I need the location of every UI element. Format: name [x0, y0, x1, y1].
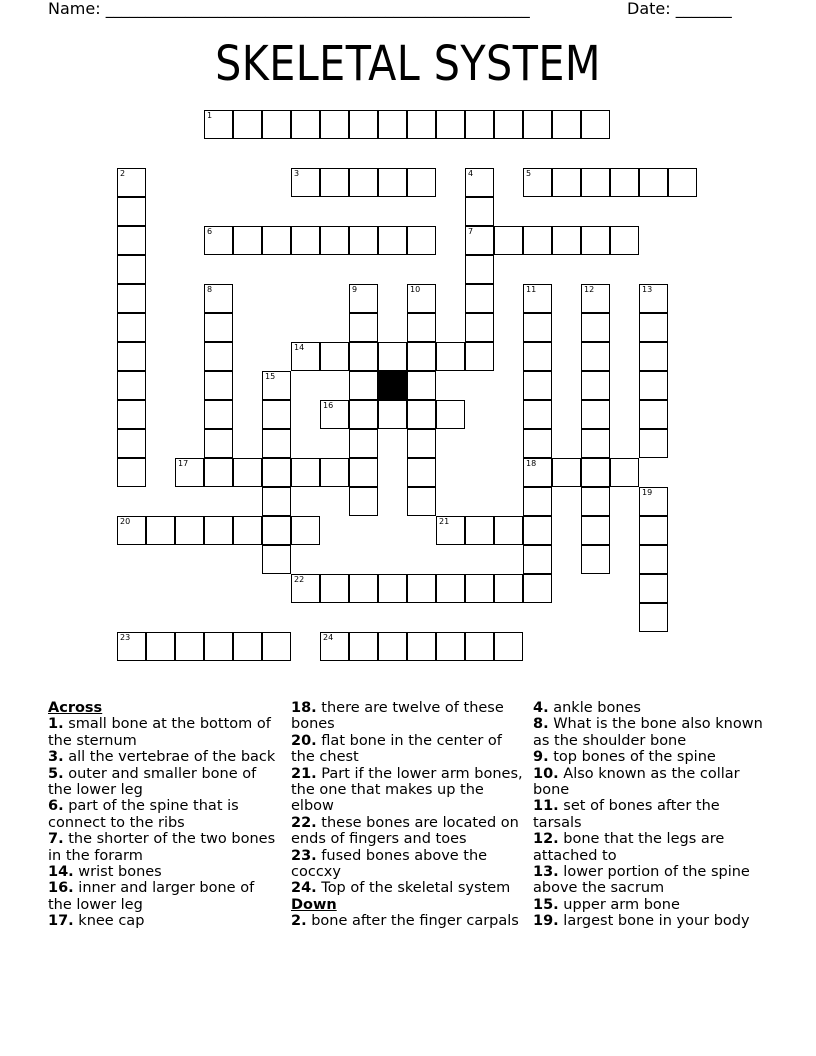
grid-cell[interactable]: [552, 110, 581, 139]
clue-section-heading: Across: [48, 700, 103, 716]
grid-cell[interactable]: [407, 313, 436, 342]
clue-text: the shorter of the two bones in the forarm: [48, 831, 276, 864]
grid-cell[interactable]: [639, 342, 668, 371]
cell-number: 5: [526, 169, 532, 178]
grid-cell[interactable]: [581, 342, 610, 371]
clue-text: there are twelve of these bones: [291, 700, 504, 733]
cell-number: 6: [207, 227, 213, 236]
grid-cell[interactable]: [262, 487, 291, 516]
grid-cell[interactable]: [639, 168, 668, 197]
clue-number: 6.: [48, 798, 64, 815]
cell-number: 13: [642, 285, 653, 294]
grid-cell[interactable]: [407, 226, 436, 255]
grid-cell-13[interactable]: [639, 284, 668, 313]
clue-item: [291, 700, 523, 733]
grid-cell[interactable]: [610, 226, 639, 255]
cell-number: 18: [526, 459, 537, 468]
grid-cell[interactable]: [117, 400, 146, 429]
clue-text: bone that the legs are attached to: [533, 831, 725, 864]
clue-number: 21.: [291, 765, 317, 782]
grid-cell[interactable]: [378, 400, 407, 429]
grid-cell[interactable]: [204, 313, 233, 342]
clue-number: 20.: [291, 732, 317, 749]
grid-cell[interactable]: [581, 110, 610, 139]
grid-cell[interactable]: [117, 284, 146, 313]
grid-cell[interactable]: [523, 487, 552, 516]
clue-number: 23.: [291, 847, 317, 864]
grid-cell[interactable]: [639, 574, 668, 603]
clue-item: [48, 749, 280, 765]
name-blank[interactable]: _____________________________________________________: [105, 0, 530, 18]
grid-cell[interactable]: [320, 574, 349, 603]
grid-cell-22[interactable]: [291, 574, 320, 603]
clue-text: ankle bones: [548, 700, 641, 716]
grid-cell[interactable]: [349, 168, 378, 197]
clue-item: [291, 913, 523, 929]
clue-text: bone after the finger carpals: [306, 913, 519, 930]
clue-number: 14.: [48, 864, 74, 881]
grid-cell[interactable]: [552, 168, 581, 197]
clue-number: 7.: [48, 831, 64, 848]
grid-cell[interactable]: [639, 371, 668, 400]
clue-number: 18.: [291, 700, 317, 716]
grid-cell-14[interactable]: [291, 342, 320, 371]
clue-text: fused bones above the coccxy: [291, 847, 488, 881]
grid-cell[interactable]: [349, 632, 378, 661]
grid-cell[interactable]: [523, 516, 552, 545]
grid-cell[interactable]: [146, 632, 175, 661]
cell-number: 23: [120, 633, 131, 642]
cell-number: 20: [120, 517, 131, 526]
cell-number: 7: [468, 227, 474, 236]
grid-cell-21[interactable]: [436, 516, 465, 545]
grid-cell[interactable]: [175, 632, 204, 661]
grid-cell[interactable]: [262, 458, 291, 487]
grid-cell[interactable]: [494, 574, 523, 603]
grid-cell[interactable]: [436, 400, 465, 429]
grid-cell[interactable]: [262, 110, 291, 139]
clue-text: inner and larger bone of the lower leg: [48, 880, 255, 913]
grid-cell[interactable]: [146, 516, 175, 545]
clue-item: [291, 848, 523, 881]
grid-cell-1[interactable]: [204, 110, 233, 139]
grid-cell-12[interactable]: [581, 284, 610, 313]
grid-cell[interactable]: [465, 197, 494, 226]
grid-cell[interactable]: [204, 342, 233, 371]
grid-cell[interactable]: [581, 313, 610, 342]
clue-text: set of bones after the tarsals: [533, 798, 720, 831]
clue-item: [533, 766, 765, 799]
cell-number: 22: [294, 575, 305, 584]
clue-number: 11.: [533, 798, 559, 815]
clue-number: 12.: [533, 831, 559, 848]
grid-cell[interactable]: [523, 545, 552, 574]
grid-cell[interactable]: [117, 226, 146, 255]
grid-cell[interactable]: [117, 342, 146, 371]
clue-item: [291, 815, 523, 848]
grid-cell[interactable]: [262, 545, 291, 574]
grid-cell[interactable]: [523, 342, 552, 371]
grid-cell[interactable]: [407, 632, 436, 661]
grid-cell[interactable]: [204, 371, 233, 400]
clue-item: [533, 700, 765, 716]
grid-cell[interactable]: [407, 429, 436, 458]
grid-cell[interactable]: [523, 400, 552, 429]
grid-cell-19[interactable]: [639, 487, 668, 516]
clue-item: [533, 913, 765, 929]
clue-text: Also known as the collar bone: [533, 765, 740, 799]
grid-cell[interactable]: [465, 255, 494, 284]
grid-cell[interactable]: [262, 429, 291, 458]
clue-text: outer and smaller bone of the lower leg: [48, 765, 257, 799]
grid-cell[interactable]: [407, 574, 436, 603]
grid-cell[interactable]: [581, 168, 610, 197]
grid-cell[interactable]: [407, 342, 436, 371]
grid-cell[interactable]: [349, 371, 378, 400]
clue-text: largest bone in your body: [558, 913, 750, 930]
clue-text: these bones are located on ends of fingers and toes: [291, 814, 519, 848]
cell-number: 4: [468, 169, 474, 178]
grid-cell-8[interactable]: [204, 284, 233, 313]
clue-number: 5.: [48, 765, 64, 782]
grid-cell[interactable]: [204, 400, 233, 429]
grid-cell[interactable]: [233, 110, 262, 139]
grid-cell[interactable]: [465, 516, 494, 545]
clue-item: [48, 913, 280, 929]
grid-cell-23[interactable]: [117, 632, 146, 661]
grid-cell[interactable]: [639, 429, 668, 458]
grid-cell[interactable]: [349, 400, 378, 429]
grid-cell[interactable]: [378, 110, 407, 139]
cell-number: 15: [265, 372, 276, 381]
cell-number: 24: [323, 633, 334, 642]
clue-item: [48, 880, 280, 913]
grid-cell[interactable]: [436, 632, 465, 661]
clue-number: 3.: [48, 749, 64, 766]
grid-cell[interactable]: [233, 632, 262, 661]
grid-cell[interactable]: [378, 168, 407, 197]
grid-cell[interactable]: [320, 168, 349, 197]
black-square: [378, 371, 407, 400]
grid-cell[interactable]: [494, 226, 523, 255]
grid-cell[interactable]: [581, 487, 610, 516]
clue-text: wrist bones: [73, 864, 162, 881]
cell-number: 14: [294, 343, 305, 352]
grid-cell[interactable]: [639, 545, 668, 574]
grid-cell[interactable]: [465, 110, 494, 139]
clue-text: flat bone in the center of the chest: [291, 732, 502, 766]
cell-number: 12: [584, 285, 595, 294]
grid-cell[interactable]: [320, 226, 349, 255]
grid-cell[interactable]: [320, 342, 349, 371]
grid-cell-9[interactable]: [349, 284, 378, 313]
grid-cell[interactable]: [581, 400, 610, 429]
grid-cell[interactable]: [436, 342, 465, 371]
clue-number: 8.: [533, 716, 549, 733]
clue-number: 4.: [533, 700, 549, 716]
grid-cell[interactable]: [204, 429, 233, 458]
grid-cell[interactable]: [639, 516, 668, 545]
clue-item: [48, 716, 280, 749]
grid-cell[interactable]: [349, 574, 378, 603]
clue-text: all the vertebrae of the back: [63, 749, 276, 766]
grid-cell[interactable]: [494, 632, 523, 661]
grid-cell[interactable]: [204, 632, 233, 661]
grid-cell-20[interactable]: [117, 516, 146, 545]
grid-cell[interactable]: [494, 110, 523, 139]
grid-cell-2[interactable]: [117, 168, 146, 197]
grid-cell[interactable]: [407, 458, 436, 487]
grid-cell[interactable]: [117, 255, 146, 284]
grid-cell[interactable]: [523, 371, 552, 400]
grid-cell[interactable]: [523, 429, 552, 458]
cell-number: 10: [410, 285, 421, 294]
grid-cell-10[interactable]: [407, 284, 436, 313]
grid-cell[interactable]: [378, 226, 407, 255]
grid-cell-18[interactable]: [523, 458, 552, 487]
grid-cell-6[interactable]: [204, 226, 233, 255]
grid-cell[interactable]: [581, 226, 610, 255]
clue-item: [533, 798, 765, 831]
grid-cell[interactable]: [204, 458, 233, 487]
clue-item: [48, 831, 280, 864]
grid-cell[interactable]: [436, 110, 465, 139]
grid-cell-4[interactable]: [465, 168, 494, 197]
grid-cell-7[interactable]: [465, 226, 494, 255]
name-label: Name:: [48, 0, 101, 18]
grid-cell[interactable]: [262, 226, 291, 255]
grid-cell[interactable]: [175, 516, 204, 545]
date-blank[interactable]: _______: [675, 0, 732, 18]
grid-cell[interactable]: [291, 110, 320, 139]
clue-item: [533, 897, 765, 913]
grid-cell[interactable]: [204, 516, 233, 545]
grid-cell[interactable]: [349, 429, 378, 458]
clue-item: [48, 864, 280, 880]
grid-cell[interactable]: [117, 197, 146, 226]
clue-column-1: [48, 700, 280, 930]
grid-cell[interactable]: [291, 226, 320, 255]
clue-text: top bones of the spine: [548, 749, 716, 766]
clue-text: lower portion of the spine above the sacrum: [533, 864, 750, 897]
grid-cell[interactable]: [407, 371, 436, 400]
clue-item: [291, 766, 523, 815]
grid-cell-11[interactable]: [523, 284, 552, 313]
grid-cell[interactable]: [320, 458, 349, 487]
cell-number: 8: [207, 285, 213, 294]
grid-cell[interactable]: [291, 516, 320, 545]
cell-number: 16: [323, 401, 334, 410]
grid-cell[interactable]: [349, 313, 378, 342]
clue-number: 15.: [533, 896, 559, 913]
date-label: Date:: [627, 0, 671, 18]
grid-cell[interactable]: [407, 487, 436, 516]
clue-number: 9.: [533, 749, 549, 766]
clue-number: 16.: [48, 880, 74, 897]
grid-cell-16[interactable]: [320, 400, 349, 429]
grid-cell[interactable]: [523, 226, 552, 255]
grid-cell[interactable]: [117, 429, 146, 458]
clue-text: knee cap: [73, 913, 145, 930]
grid-cell[interactable]: [610, 168, 639, 197]
cell-number: 21: [439, 517, 450, 526]
grid-cell[interactable]: [233, 458, 262, 487]
grid-cell[interactable]: [639, 400, 668, 429]
clue-number: 13.: [533, 864, 559, 881]
clue-number: 10.: [533, 765, 559, 782]
grid-cell[interactable]: [378, 574, 407, 603]
page-title: SKELETAL SYSTEM: [215, 36, 601, 92]
grid-cell[interactable]: [465, 284, 494, 313]
clue-number: 22.: [291, 814, 317, 831]
grid-cell[interactable]: [349, 458, 378, 487]
grid-cell[interactable]: [117, 458, 146, 487]
grid-cell[interactable]: [581, 516, 610, 545]
cell-number: 3: [294, 169, 300, 178]
grid-cell[interactable]: [581, 371, 610, 400]
clue-item: [291, 880, 523, 896]
clue-item: [291, 733, 523, 766]
grid-cell[interactable]: [262, 632, 291, 661]
clue-item: [533, 864, 765, 897]
clue-number: 1.: [48, 716, 64, 733]
clue-text: upper arm bone: [558, 896, 680, 913]
grid-cell[interactable]: [523, 110, 552, 139]
grid-cell[interactable]: [465, 574, 494, 603]
grid-cell[interactable]: [465, 342, 494, 371]
grid-cell-3[interactable]: [291, 168, 320, 197]
clue-text: part of the spine that is connect to the ribs: [48, 798, 239, 831]
grid-cell[interactable]: [117, 313, 146, 342]
clue-number: 24.: [291, 880, 317, 897]
clue-number: 19.: [533, 913, 559, 930]
grid-cell[interactable]: [523, 574, 552, 603]
clue-text: Top of the skeletal system: [316, 880, 511, 897]
clue-column-2: [291, 700, 523, 930]
grid-cell[interactable]: [581, 458, 610, 487]
grid-cell[interactable]: [378, 632, 407, 661]
grid-cell[interactable]: [349, 110, 378, 139]
grid-cell[interactable]: [610, 458, 639, 487]
grid-cell[interactable]: [378, 342, 407, 371]
grid-cell-24[interactable]: [320, 632, 349, 661]
grid-cell[interactable]: [639, 313, 668, 342]
grid-cell[interactable]: [552, 458, 581, 487]
grid-cell[interactable]: [436, 574, 465, 603]
grid-cell[interactable]: [465, 632, 494, 661]
grid-cell[interactable]: [581, 429, 610, 458]
grid-cell-15[interactable]: [262, 371, 291, 400]
grid-cell[interactable]: [523, 313, 552, 342]
grid-cell[interactable]: [407, 168, 436, 197]
clue-text: What is the bone also known as the shoulder bone: [533, 716, 763, 749]
cell-number: 9: [352, 285, 358, 294]
cell-number: 2: [120, 169, 126, 178]
grid-cell[interactable]: [291, 458, 320, 487]
grid-cell[interactable]: [349, 487, 378, 516]
grid-cell[interactable]: [639, 603, 668, 632]
grid-cell[interactable]: [552, 226, 581, 255]
clue-number: 17.: [48, 913, 74, 930]
grid-cell[interactable]: [407, 110, 436, 139]
clue-text: Part if the lower arm bones, the one that makes up the elbow: [291, 765, 523, 815]
grid-cell[interactable]: [117, 371, 146, 400]
clue-item: [533, 716, 765, 749]
grid-cell-17[interactable]: [175, 458, 204, 487]
clue-text: small bone at the bottom of the sternum: [48, 716, 271, 749]
clue-item: [533, 749, 765, 765]
grid-cell[interactable]: [494, 516, 523, 545]
cell-number: 11: [526, 285, 537, 294]
grid-cell[interactable]: [668, 168, 697, 197]
grid-cell[interactable]: [349, 226, 378, 255]
cell-number: 17: [178, 459, 189, 468]
clue-section-heading: Down: [291, 896, 337, 913]
grid-cell[interactable]: [233, 226, 262, 255]
grid-cell[interactable]: [407, 400, 436, 429]
clue-number: 2.: [291, 913, 307, 930]
grid-cell[interactable]: [262, 400, 291, 429]
clue-item: [48, 798, 280, 831]
grid-cell[interactable]: [233, 516, 262, 545]
grid-cell[interactable]: [581, 545, 610, 574]
grid-cell[interactable]: [262, 516, 291, 545]
clue-item: [48, 766, 280, 799]
cell-number: 19: [642, 488, 653, 497]
clue-item: [533, 831, 765, 864]
grid-cell[interactable]: [349, 342, 378, 371]
grid-cell-5[interactable]: [523, 168, 552, 197]
cell-number: 1: [207, 111, 213, 120]
grid-cell[interactable]: [320, 110, 349, 139]
clue-column-3: [533, 700, 765, 930]
grid-cell[interactable]: [465, 313, 494, 342]
